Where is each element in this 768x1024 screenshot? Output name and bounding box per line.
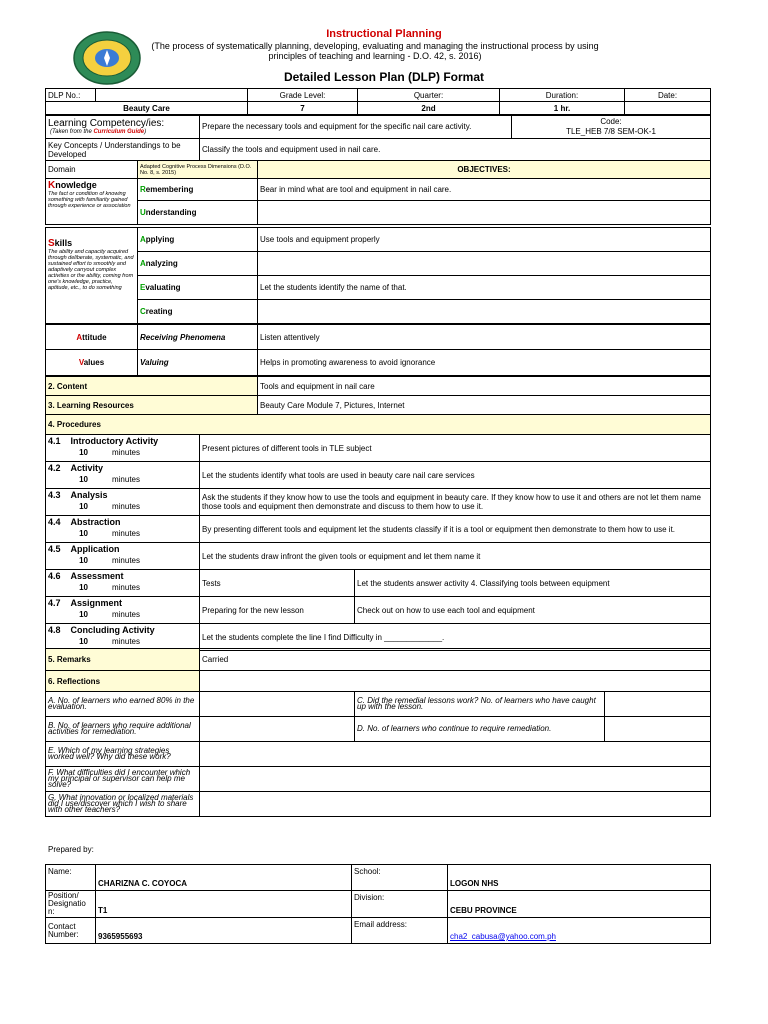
remarks-table	[45, 648, 711, 817]
procedure-number: 4.5	[48, 544, 61, 554]
contact-value: 9365955693	[96, 918, 352, 944]
procedure-row	[45, 542, 711, 570]
competency-table	[45, 115, 711, 161]
code-cell	[512, 116, 711, 139]
procedure-minutes-label: minutes	[111, 529, 140, 538]
procedure-text: Present pictures of different tools in TLE subject	[200, 435, 711, 462]
procedure-number: 4.7	[48, 598, 61, 608]
school-value: LOGON NHS	[448, 865, 711, 891]
values-initial: V	[78, 358, 84, 367]
creating-rest: reating	[145, 307, 173, 316]
values-label	[46, 350, 138, 376]
reflection-f: F. What difficulties did I encounter which my principal or supervisor can help me solve?	[46, 767, 200, 792]
objective-analyzing	[258, 252, 711, 276]
procedure-text: By presenting different tools and equipment let the students classify if it is a tool or equipment then demonstrate to them how to use it.	[200, 516, 711, 543]
procedure-title	[48, 544, 197, 554]
procedure-row	[45, 488, 711, 516]
procedure-row	[45, 596, 711, 624]
knowledge-cell	[46, 179, 138, 225]
procedure-name: Introductory Activity	[70, 436, 159, 446]
procedure-minutes-value: 10	[79, 610, 88, 619]
reflection-b: B. No. of learners who require additional activities for remediation.	[46, 717, 200, 742]
position-value: T1	[96, 891, 352, 918]
competency-note-suffix: )	[144, 129, 147, 135]
procedure-right-text: Let the students answer activity 4. Classifying tools between equipment	[355, 570, 711, 597]
knowledge-rest: nowledge	[55, 180, 97, 190]
reflection-a-value	[200, 692, 355, 717]
resources-text: Beauty Care Module 7, Pictures, Internet	[258, 396, 711, 415]
key-concepts-text: Classify the tools and equipment used in nail care.	[200, 139, 711, 161]
objective-creating	[258, 300, 711, 324]
competency-note-prefix: (Taken from the	[50, 129, 94, 135]
procedure-minutes-value: 10	[79, 448, 88, 457]
objective-understanding	[258, 201, 711, 225]
level-creating	[138, 300, 258, 324]
reflections-value	[200, 671, 711, 692]
reflections-label: 6. Reflections	[46, 671, 200, 692]
duration-label: Duration:	[500, 89, 625, 102]
analyzing-initial: A	[140, 259, 146, 268]
procedure-title	[48, 490, 197, 500]
procedure-step	[46, 597, 200, 624]
code-label: Code:	[600, 117, 622, 126]
attitude-objective: Listen attentively	[258, 325, 711, 350]
email-cell	[448, 918, 711, 944]
objective-applying: Use tools and equipment properly	[258, 228, 711, 252]
procedure-minutes-label: minutes	[111, 556, 140, 565]
attitude-level: Receiving Phenomena	[138, 325, 258, 350]
skills-rest: kills	[54, 238, 73, 248]
procedure-name: Activity	[70, 463, 104, 473]
procedure-number: 4.1	[48, 436, 61, 446]
procedure-duration	[48, 637, 197, 646]
values-level: Valuing	[138, 350, 258, 376]
procedure-title	[48, 625, 197, 635]
skills-label	[48, 238, 135, 249]
procedure-name: Assessment	[70, 571, 124, 581]
procedure-row	[45, 569, 711, 597]
procedure-name: Assignment	[70, 598, 123, 608]
procedure-name: Concluding Activity	[70, 625, 155, 635]
reflection-b-value	[200, 717, 355, 742]
prepared-by-label: Prepared by:	[48, 845, 94, 854]
division-value: CEBU PROVINCE	[448, 891, 711, 918]
procedure-step	[46, 624, 200, 651]
procedure-minutes-value: 10	[79, 475, 88, 484]
position-label: Position/ Designatio n:	[46, 891, 96, 918]
procedure-text: Let the students identify what tools are used in beauty care nail care services	[200, 462, 711, 489]
attitude-values-table	[45, 324, 711, 376]
attitude-rest: ttitude	[82, 332, 107, 342]
understanding-initial: U	[140, 208, 146, 217]
remarks-label: 5. Remarks	[46, 649, 200, 671]
procedure-duration	[48, 556, 197, 565]
procedure-name: Analysis	[70, 490, 108, 500]
dlp-info-table	[45, 88, 711, 115]
level-remembering	[138, 179, 258, 201]
key-concepts-label: Key Concepts / Understandings to be Developed	[46, 139, 200, 161]
knowledge-label	[48, 180, 135, 191]
duration-value: 1 hr.	[500, 102, 625, 115]
creating-initial: C	[140, 307, 146, 316]
objective-remembering: Bear in mind what are tool and equipment in nail care.	[258, 179, 711, 201]
dlp-format-title: Detailed Lesson Plan (DLP) Format	[283, 70, 485, 84]
level-analyzing	[138, 252, 258, 276]
procedure-minutes-value: 10	[79, 556, 88, 565]
contact-label: Contact Number:	[46, 918, 96, 944]
procedure-row	[45, 461, 711, 489]
name-label: Name:	[46, 865, 96, 891]
procedure-step	[46, 489, 200, 516]
procedure-duration	[48, 529, 197, 538]
procedure-title	[48, 598, 197, 608]
applying-rest: pplying	[145, 235, 175, 244]
competency-label: Learning Competency/ies:	[48, 118, 165, 129]
skills-cell	[46, 228, 138, 324]
evaluating-rest: valuating	[145, 283, 181, 292]
competency-note	[48, 129, 197, 135]
procedure-number: 4.3	[48, 490, 61, 500]
level-evaluating	[138, 276, 258, 300]
procedure-duration	[48, 475, 197, 484]
reflection-f-value	[200, 767, 711, 792]
procedure-step	[46, 462, 200, 489]
resources-label: 3. Learning Resources	[46, 396, 258, 415]
name-value: CHARIZNA C. COYOCA	[96, 865, 352, 891]
content-label: 2. Content	[46, 377, 258, 396]
remembering-rest: emembering	[145, 185, 194, 194]
procedures-label: 4. Procedures	[46, 415, 711, 435]
procedure-step	[46, 435, 200, 462]
quarter-label: Quarter:	[358, 89, 500, 102]
procedure-title	[48, 517, 197, 527]
reflection-g: G. What innovation or localized materials did I use/discover which I wish to share with other teachers?	[46, 792, 200, 817]
procedure-left-text: Tests	[200, 570, 355, 597]
procedure-minutes-label: minutes	[111, 502, 140, 511]
remembering-initial: R	[140, 185, 146, 194]
procedure-text: Let the students complete the line I find Difficulty in _____________.	[200, 624, 711, 651]
email-link[interactable]: cha2_cabusa@yahoo.com.ph	[450, 932, 556, 941]
procedure-name: Abstraction	[70, 517, 121, 527]
knowledge-initial: K	[48, 180, 56, 191]
procedure-row	[45, 515, 711, 543]
prepared-by-table	[45, 864, 711, 944]
reflection-c: C. Did the remedial lessons work? No. of learners who have caught up with the lesson.	[355, 692, 605, 717]
procedure-duration	[48, 448, 197, 457]
objective-evaluating: Let the students identify the name of that.	[258, 276, 711, 300]
procedure-text: Let the students draw infront the given tools or equipment and let them name it	[200, 543, 711, 570]
procedure-minutes-label: minutes	[111, 637, 140, 646]
objectives-table	[45, 160, 711, 225]
subject-value: Beauty Care	[46, 102, 248, 115]
procedure-minutes-label: minutes	[111, 448, 140, 457]
grade-level-value: 7	[248, 102, 358, 115]
remarks-text: Carried	[200, 649, 711, 671]
domain-header: Domain	[46, 161, 138, 179]
reflection-d-value	[605, 717, 711, 742]
procedure-number: 4.2	[48, 463, 61, 473]
procedures-table	[45, 414, 711, 435]
dlp-no-value	[96, 89, 248, 102]
level-understanding	[138, 201, 258, 225]
date-label: Date:	[625, 89, 711, 102]
school-label: School:	[352, 865, 448, 891]
procedure-right-text: Check out on how to use each tool and equipment	[355, 597, 711, 624]
content-text: Tools and equipment in nail care	[258, 377, 711, 396]
reflection-a: A. No. of learners who earned 80% in the evaluation.	[46, 692, 200, 717]
knowledge-desc: The fact or condition of knowing something with familiarity gained through experience or association	[48, 191, 131, 209]
reflection-e-value	[200, 742, 711, 767]
adapted-dimensions-header: Adapted Cognitive Process Dimensions (D.O. No. 8, s. 2015)	[138, 161, 258, 179]
applying-initial: A	[140, 235, 146, 244]
procedure-step	[46, 516, 200, 543]
curriculum-guide-text: Curriculum Guide	[93, 129, 145, 135]
procedure-minutes-value: 10	[79, 529, 88, 538]
procedure-number: 4.6	[48, 571, 61, 581]
evaluating-initial: E	[140, 283, 146, 292]
procedure-duration	[48, 502, 197, 511]
procedure-minutes-value: 10	[79, 583, 88, 592]
procedure-row	[45, 623, 711, 651]
content-table	[45, 376, 711, 415]
procedure-duration	[48, 583, 197, 592]
procedure-title	[48, 436, 197, 446]
procedure-minutes-value: 10	[79, 502, 88, 511]
quarter-value: 2nd	[358, 102, 500, 115]
skills-desc: The ability and capacity acquired through deliberate, systematic, and sustained effort to smoothly and adaptively carryout complex activities or the ability, coming from one's knowledge, practice, aptitude, etc., to do something	[48, 249, 134, 291]
procedure-text: Ask the students if they know how to use the tools and equipment in beauty care. If they know how to use it and others are not let them name those tools and equipment then demonstrate and discuss to them how to use it.	[200, 489, 711, 516]
procedure-name: Application	[70, 544, 120, 554]
skills-initial: S	[48, 238, 55, 249]
reflection-c-value	[605, 692, 711, 717]
procedure-step	[46, 543, 200, 570]
skills-table	[45, 227, 711, 324]
division-label: Division:	[352, 891, 448, 918]
analyzing-rest: nalyzing	[145, 259, 178, 268]
page-title: Instructional Planning	[326, 28, 442, 40]
values-rest: alues	[83, 358, 105, 367]
objectives-header: OBJECTIVES:	[258, 161, 711, 179]
reflection-g-value	[200, 792, 711, 817]
procedure-title	[48, 571, 197, 581]
reflection-d: D. No. of learners who continue to require remediation.	[355, 717, 605, 742]
values-objective: Helps in promoting awareness to avoid ignorance	[258, 350, 711, 376]
procedure-duration	[48, 610, 197, 619]
page-subtitle: (The process of systematically planning, developing, evaluating and managing the instructional process by using principles of teaching and learning - D.O. 42, s. 2016)	[151, 41, 599, 61]
competency-cell	[46, 116, 200, 139]
procedure-row	[45, 434, 711, 462]
date-value	[625, 102, 711, 115]
attitude-initial: A	[76, 332, 83, 342]
level-applying	[138, 228, 258, 252]
procedure-minutes-label: minutes	[111, 610, 140, 619]
procedure-minutes-label: minutes	[111, 475, 140, 484]
dlp-no-label: DLP No.:	[46, 89, 96, 102]
procedure-left-text: Preparing for the new lesson	[200, 597, 355, 624]
procedure-step	[46, 570, 200, 597]
procedure-number: 4.8	[48, 625, 61, 635]
procedure-number: 4.4	[48, 517, 61, 527]
competency-text: Prepare the necessary tools and equipment for the specific nail care activity.	[200, 116, 512, 139]
grade-level-label: Grade Level:	[248, 89, 358, 102]
procedure-minutes-value: 10	[79, 637, 88, 646]
procedure-title	[48, 463, 197, 473]
procedure-minutes-label: minutes	[111, 583, 140, 592]
understanding-rest: nderstanding	[145, 208, 197, 217]
reflection-e: E. Which of my learning strategies worked well? Why did these work?	[46, 742, 200, 767]
email-label: Email address:	[352, 918, 448, 944]
code-value: TLE_HEB 7/8 SEM-OK-1	[566, 127, 656, 136]
attitude-label	[46, 325, 138, 350]
